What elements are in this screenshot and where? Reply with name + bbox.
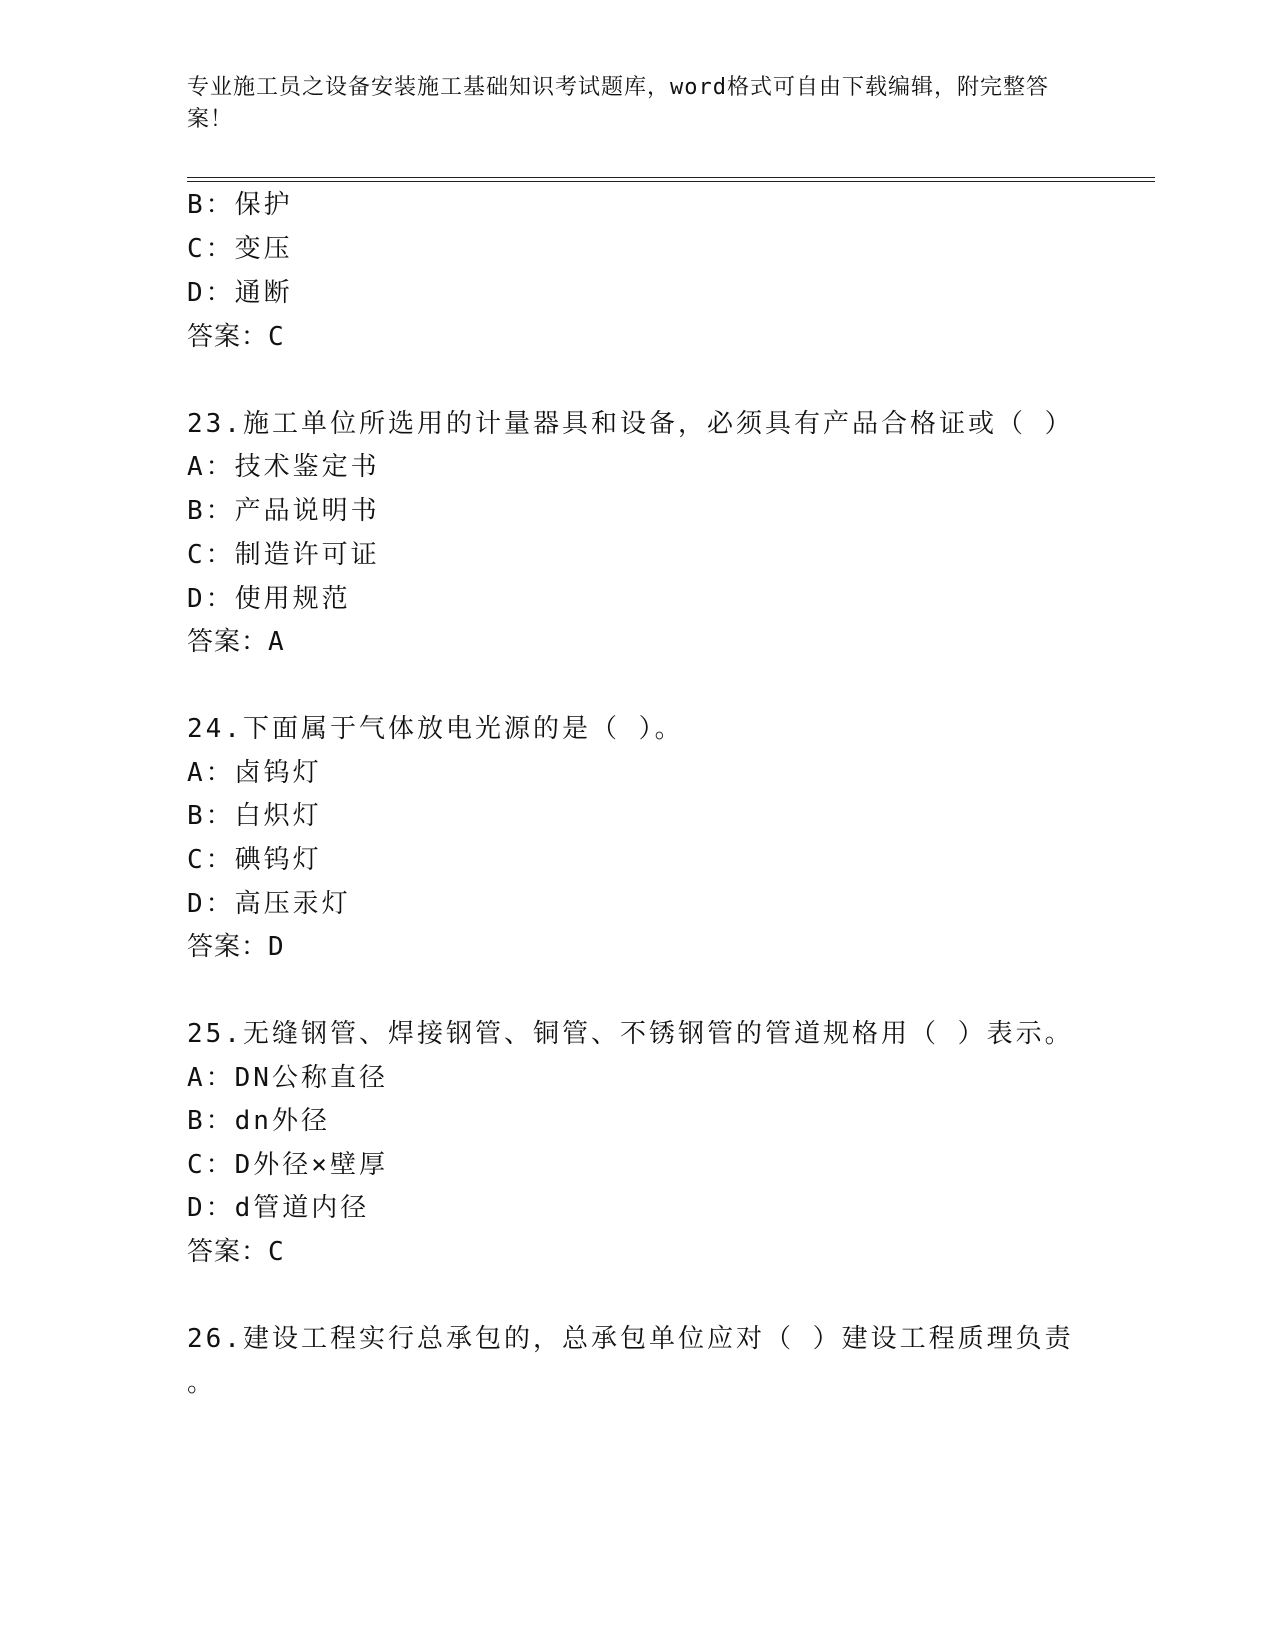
q23-question: 23.施工单位所选用的计量器具和设备，必须具有产品合格证或（ ）	[187, 409, 1074, 439]
q22-option-d: D：通断	[187, 278, 293, 308]
q25-answer	[187, 1235, 285, 1269]
q23-option-b: B：产品说明书	[187, 496, 380, 526]
q25-option-a: A：DN公称直径	[187, 1063, 388, 1093]
q22-option-c: C：变压	[187, 234, 293, 264]
q24-question: 24.下面属于气体放电光源的是（ ）。	[187, 714, 684, 744]
q25-question: 25.无缝钢管、焊接钢管、铜管、不锈钢管的管道规格用（ ）表示。	[187, 1019, 1074, 1049]
q23-option-c: C：制造许可证	[187, 540, 380, 570]
q25-option-b: B：dn外径	[187, 1106, 330, 1136]
document-header: 专业施工员之设备安装施工基础知识考试题库，word格式可自由下载编辑，附完整答案！	[187, 75, 1049, 132]
q24-option-c: C：碘钨灯	[187, 845, 322, 875]
q22-answer-value: C	[268, 322, 285, 352]
q22-answer	[187, 320, 285, 354]
q23-answer-label: 答案：	[187, 627, 269, 657]
q26-question-line-1: 26.建设工程实行总承包的，总承包单位应对（ ）建设工程质理负责	[187, 1324, 1074, 1354]
q24-answer	[187, 930, 285, 964]
q23-option-a: A：技术鉴定书	[187, 452, 380, 482]
q23-option-d: D：使用规范	[187, 584, 351, 614]
q22-answer-label: 答案：	[187, 322, 269, 352]
q25-answer-value: C	[268, 1237, 285, 1267]
q24-option-b: B：白炽灯	[187, 801, 322, 831]
q22-option-b: B：保护	[187, 190, 293, 220]
q25-option-c: C：D外径×壁厚	[187, 1150, 388, 1180]
q23-answer-value: A	[268, 627, 285, 657]
q26-question-line-2: 。	[187, 1368, 217, 1398]
q24-answer-value: D	[268, 932, 285, 962]
header-rule-top	[187, 177, 1155, 178]
q25-option-d: D：d管道内径	[187, 1193, 370, 1223]
q24-option-a: A：卤钨灯	[187, 758, 322, 788]
q24-option-d: D：高压汞灯	[187, 889, 351, 919]
q23-answer	[187, 625, 285, 659]
q24-answer-label: 答案：	[187, 932, 269, 962]
header-rule-bottom	[187, 181, 1155, 182]
q25-answer-label: 答案：	[187, 1237, 269, 1267]
